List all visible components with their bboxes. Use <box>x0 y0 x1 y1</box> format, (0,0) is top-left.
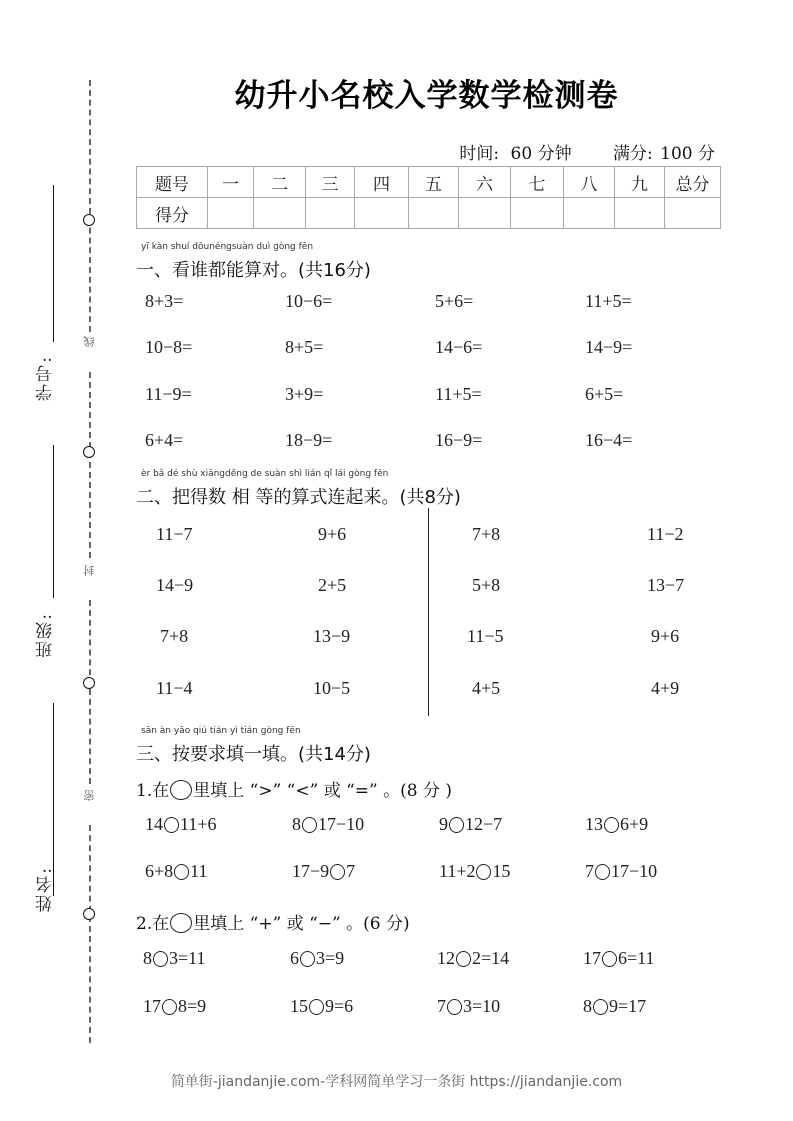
answer-circle-icon <box>170 913 192 933</box>
table-row-header <box>137 167 721 198</box>
score-cell[interactable] <box>511 198 564 229</box>
full-score-value: 100 分 <box>660 144 715 164</box>
section2-heading: 二、把得数 相 等的算式连起来。(共8分) <box>136 487 461 508</box>
problem: 11+5= <box>585 291 632 311</box>
section3-pinyin: sān àn yāo qiú tián yì tián gòng fēn <box>141 726 301 736</box>
score-cell[interactable] <box>208 198 254 229</box>
compare-problem: 6+8 11 <box>145 861 208 881</box>
time-value: 60 分钟 <box>510 144 572 164</box>
match-item-left[interactable]: 11−4 <box>156 678 193 698</box>
match-item-left[interactable]: 2+5 <box>318 575 347 595</box>
operator-problem: 8 9=17 <box>583 996 647 1016</box>
answer-circle-icon <box>170 780 192 800</box>
full-score-label: 满分: <box>613 144 653 164</box>
match-item-left[interactable]: 11−7 <box>156 524 193 544</box>
footer-watermark: 简单街-jiandanjie.com-学科网简单学习一条街 https://jiandanjie.com <box>170 1074 623 1090</box>
answer-circle[interactable] <box>153 951 168 967</box>
section2-pinyin: èr bǎ dé shù xiāngděng de suàn shì lián qǐ lái gòng fēn <box>141 469 389 479</box>
compare-problem: 17−9 7 <box>292 861 356 881</box>
seal-dashed-line <box>89 372 91 558</box>
table-header-cell: 五 <box>409 167 459 198</box>
problem: 6+5= <box>585 384 624 404</box>
match-item-left[interactable]: 10−5 <box>313 678 351 698</box>
matching-divider <box>428 508 429 716</box>
operator-problem: 8 3=11 <box>143 948 206 968</box>
table-header-cell: 题号 <box>137 167 208 198</box>
answer-circle[interactable] <box>602 951 617 967</box>
score-cell[interactable] <box>564 198 615 229</box>
binding-hole-icon <box>83 214 95 226</box>
score-cell[interactable] <box>665 198 721 229</box>
problem: 14−9= <box>585 337 633 357</box>
student-id-label: 学号: <box>36 355 56 401</box>
problem: 8+3= <box>145 291 184 311</box>
binding-hole-icon <box>83 677 95 689</box>
compare-problem: 9 12−7 <box>439 814 503 834</box>
problem: 16−9= <box>435 430 483 450</box>
match-item-right[interactable]: 11−2 <box>647 524 684 544</box>
answer-circle[interactable] <box>449 817 464 833</box>
match-item-left[interactable]: 7+8 <box>160 626 189 646</box>
table-header-cell: 四 <box>355 167 409 198</box>
operator-problem: 17 6=11 <box>583 948 655 968</box>
answer-circle[interactable] <box>447 999 462 1015</box>
match-item-right[interactable]: 13−7 <box>647 575 685 595</box>
operator-problem: 7 3=10 <box>437 996 501 1016</box>
problem: 14−6= <box>435 337 483 357</box>
binding-hole-icon <box>83 446 95 458</box>
seal-dashed-line <box>89 80 91 332</box>
match-item-left[interactable]: 9+6 <box>318 524 347 544</box>
problem: 11+5= <box>435 384 482 404</box>
score-cell[interactable] <box>409 198 459 229</box>
problem: 3+9= <box>285 384 324 404</box>
section3-heading: 三、按要求填一填。(共14分) <box>136 744 371 765</box>
table-header-cell: 一 <box>208 167 254 198</box>
score-cell[interactable] <box>459 198 511 229</box>
match-item-right[interactable]: 9+6 <box>651 626 680 646</box>
table-header-cell: 八 <box>564 167 615 198</box>
match-item-left[interactable]: 13−9 <box>313 626 351 646</box>
operator-problem: 17 8=9 <box>143 996 207 1016</box>
operator-problem: 12 2=14 <box>437 948 510 968</box>
table-header-cell: 七 <box>511 167 564 198</box>
page-title: 幼升小名校入学数学检测卷 <box>234 78 619 114</box>
student-id-underline <box>53 185 54 342</box>
match-item-right[interactable]: 4+5 <box>472 678 501 698</box>
answer-circle[interactable] <box>309 999 324 1015</box>
answer-circle[interactable] <box>164 817 179 833</box>
answer-circle[interactable] <box>456 951 471 967</box>
table-row-score <box>137 198 721 229</box>
match-item-right[interactable]: 11−5 <box>467 626 504 646</box>
seal-char-mi: 密 <box>83 790 96 801</box>
seal-dashed-line <box>89 825 91 1043</box>
answer-circle[interactable] <box>476 864 491 880</box>
class-underline <box>53 445 54 598</box>
score-row-label: 得分 <box>137 198 208 229</box>
answer-circle[interactable] <box>162 999 177 1015</box>
score-cell[interactable] <box>615 198 665 229</box>
table-header-cell: 二 <box>254 167 306 198</box>
answer-circle[interactable] <box>302 817 317 833</box>
section1-heading: 一、看谁都能算对。(共16分) <box>136 260 371 281</box>
problem: 5+6= <box>435 291 474 311</box>
table-header-cell: 三 <box>306 167 355 198</box>
table-header-cell: 六 <box>459 167 511 198</box>
section1-pinyin: yī kàn shuí dōunéngsuàn duì gòng fēn <box>141 242 314 252</box>
match-item-left[interactable]: 14−9 <box>156 575 194 595</box>
section3-part2-prompt: 2.在 里填上 “+” 或 “−” 。(6 分) <box>136 914 410 934</box>
problem: 8+5= <box>285 337 324 357</box>
table-header-cell: 九 <box>615 167 665 198</box>
problem: 11−9= <box>145 384 192 404</box>
answer-circle[interactable] <box>330 864 345 880</box>
score-cell[interactable] <box>254 198 306 229</box>
score-table <box>136 166 721 229</box>
name-label: 姓名: <box>36 866 56 912</box>
answer-circle[interactable] <box>604 817 619 833</box>
problem: 6+4= <box>145 430 184 450</box>
answer-circle[interactable] <box>595 864 610 880</box>
match-item-right[interactable]: 7+8 <box>472 524 501 544</box>
answer-circle[interactable] <box>593 999 608 1015</box>
seal-char-xian: 线 <box>83 336 96 347</box>
binding-hole-icon <box>83 908 95 920</box>
match-item-right[interactable]: 4+9 <box>651 678 680 698</box>
answer-circle[interactable] <box>300 951 315 967</box>
compare-problem: 7 17−10 <box>585 861 658 881</box>
seal-dashed-line <box>89 600 91 784</box>
seal-char-feng: 封 <box>83 565 96 576</box>
problem: 10−8= <box>145 337 193 357</box>
operator-problem: 15 9=6 <box>290 996 354 1016</box>
time-label: 时间: <box>459 144 500 164</box>
compare-problem: 11+2 15 <box>439 861 511 881</box>
compare-problem: 8 17−10 <box>292 814 365 834</box>
score-cell[interactable] <box>355 198 409 229</box>
section3-part1-prompt: 1.在 里填上 “>” “<” 或 “=” 。(8 分 ) <box>136 781 453 801</box>
problem: 16−4= <box>585 430 633 450</box>
score-cell[interactable] <box>306 198 355 229</box>
compare-problem: 14 11+6 <box>145 814 217 834</box>
problem: 10−6= <box>285 291 333 311</box>
problem: 18−9= <box>285 430 333 450</box>
compare-problem: 13 6+9 <box>585 814 649 834</box>
answer-circle[interactable] <box>174 864 189 880</box>
match-item-right[interactable]: 5+8 <box>472 575 501 595</box>
exam-meta <box>453 139 715 164</box>
table-header-cell: 总分 <box>665 167 721 198</box>
class-label: 班级: <box>36 612 56 658</box>
operator-problem: 6 3=9 <box>290 948 345 968</box>
